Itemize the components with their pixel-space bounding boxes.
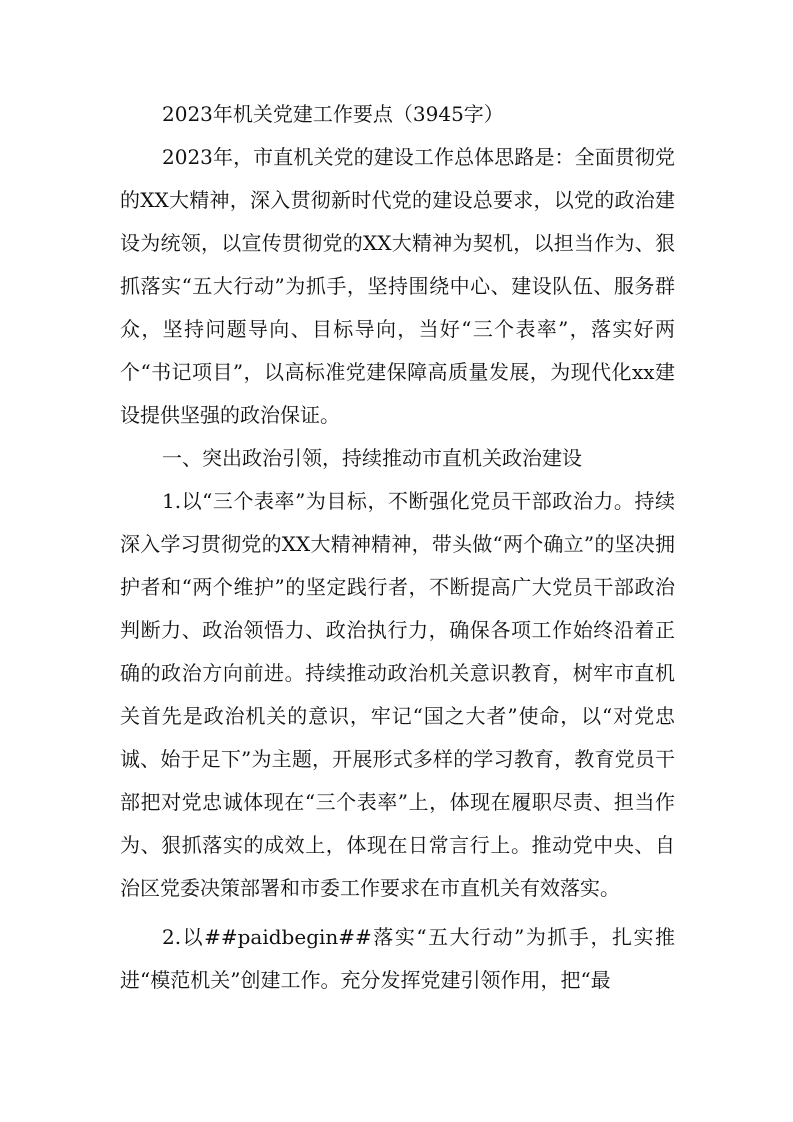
paragraph-item-2: 2.以##paidbegin##落实“五大行动”为抓手，扎实推进“模范机关”创建工作。充分发挥党建引领作用，把“最 — [120, 925, 675, 992]
paragraph-overview: 2023年，市直机关党的建设工作总体思路是：全面贯彻党的XX大精神，深入贯彻新时代党的建设总要求，以党的政治建设为统领，以宣传贯彻党的XX大精神为契机，以担当作为、狠抓落实“五大行动”为抓手，坚持围绕中心、建设队伍、服务群众，坚持问题导向、目标导向，当好“三个表率”，落实好两个“书记项目”，以高标准党建保障高质量发展，为现代化xx建设提供坚强的政治保证。 — [120, 145, 675, 427]
document-body — [120, 93, 675, 1002]
paragraph-item-1: 1.以“三个表率”为目标，不断强化党员干部政治力。持续深入学习贯彻党的XX大精神精神，带头做“两个确立”的坚决拥护者和“两个维护”的坚定践行者，不断提高广大党员干部政治判断力、政治领悟力、政治执行力，确保各项工作始终沿着正确的政治方向前进。持续推动政治机关意识教育，树牢市直机关首先是政治机关的意识，牢记“国之大者”使命，以“对党忠诚、始于足下”为主题，开展形式多样的学习教育，教育党员干部把对党忠诚体现在“三个表率”上，体现在履职尽责、担当作为、狠抓落实的成效上，体现在日常言行上。推动党中央、自治区党委决策部署和市委工作要求在市直机关有效落实。 — [120, 489, 675, 900]
section-heading-1: 一、突出政治引领，持续推动市直机关政治建设 — [162, 446, 582, 470]
document-title: 2023年机关党建工作要点（3945字） — [162, 102, 504, 126]
